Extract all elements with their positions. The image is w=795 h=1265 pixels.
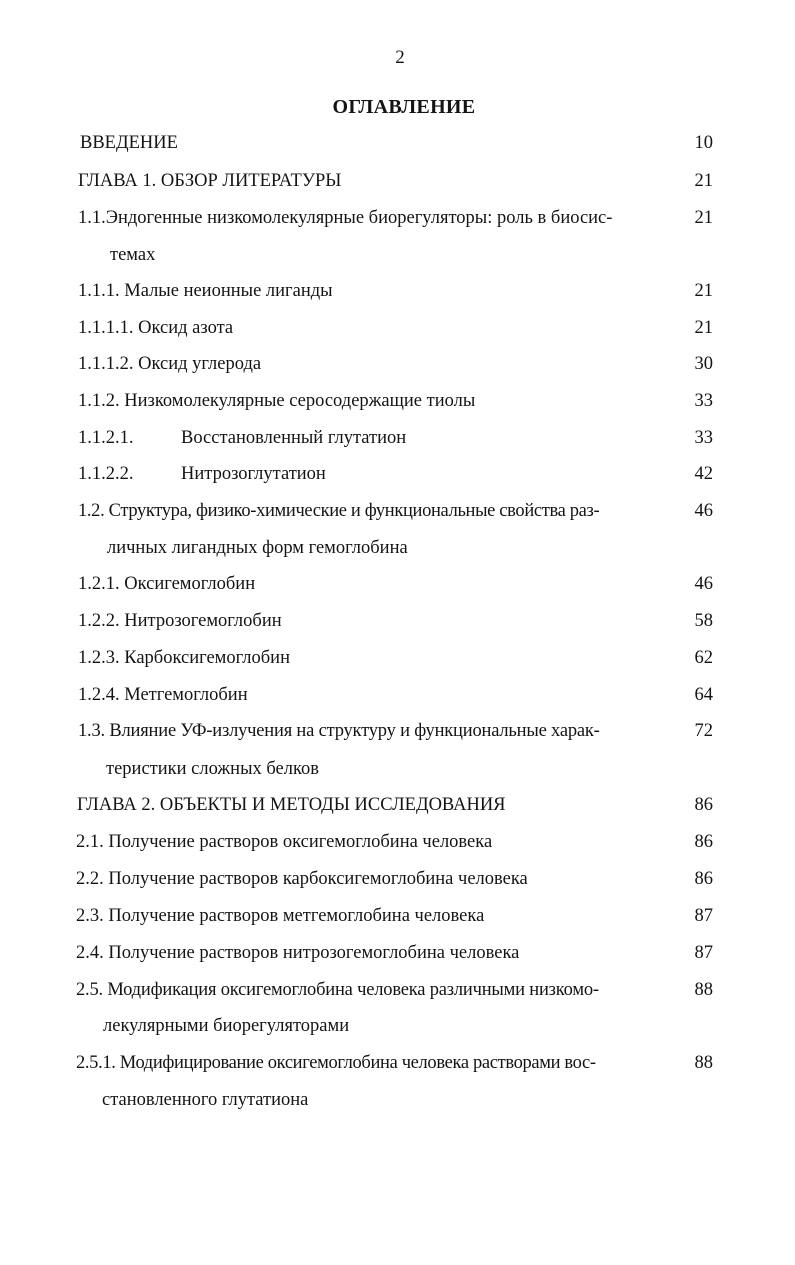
toc-entry-label: 1.3. Влияние УФ-излучения на структуру и функциональные харак- [78,721,600,741]
toc-entry-label: ГЛАВА 2. ОБЪЕКТЫ И МЕТОДЫ ИССЛЕДОВАНИЯ [77,795,506,815]
toc-entry-page: 64 [694,685,713,705]
toc-entry-label: ВВЕДЕНИЕ [80,133,178,153]
toc-entry-page: 33 [694,428,713,448]
toc-entry-label-continuation: становленного глутатиона [102,1090,309,1110]
toc-entry-label: 1.2. Структура, физико-химические и функциональные свойства раз- [78,501,600,521]
toc-entry-label: 1.1.1.2. Оксид углерода [78,354,262,374]
toc-entry-page: 72 [694,721,713,741]
toc-entry-page: 87 [694,943,713,963]
toc-entry-number: 1.1.2.2. [78,464,134,484]
toc-entry-label: 2.4. Получение растворов нитрозогемоглобина человека [76,943,520,963]
toc-entry-page: 21 [694,208,713,228]
toc-entry-page: 21 [694,171,713,191]
toc-entry-label: Восстановленный глутатион [181,428,407,448]
toc-entry-label: ГЛАВА 1. ОБЗОР ЛИТЕРАТУРЫ [78,171,342,191]
toc-entry-label: 2.5. Модификация оксигемоглобина человека различными низкомо- [76,980,599,1000]
toc-entry-label: 1.1.1. Малые неионные лиганды [78,281,333,301]
toc-entry-page: 42 [694,464,713,484]
toc-entry-label-continuation: темах [110,245,156,265]
toc-entry-page: 86 [694,832,713,852]
toc-entry-page: 88 [694,1053,713,1073]
toc-entry-label: 2.2. Получение растворов карбоксигемоглобина человека [76,869,528,889]
toc-entry-page: 21 [694,281,713,301]
toc-entry-page: 58 [694,611,713,631]
toc-entry-label: 1.2.4. Метгемоглобин [78,685,248,705]
toc-entry-page: 10 [694,133,713,153]
toc-entry-label: 1.2.2. Нитрозогемоглобин [78,611,282,631]
toc-entry-label-continuation: теристики сложных белков [106,759,320,779]
toc-entry-page: 46 [694,501,713,521]
toc-entry-page: 62 [694,648,713,668]
toc-entry-page: 86 [694,795,713,815]
toc-entry-label: 1.2.3. Карбоксигемоглобин [78,648,290,668]
toc-entry-label-continuation: личных лигандных форм гемоглобина [107,538,408,558]
toc-entry-label: 2.3. Получение растворов метгемоглобина человека [76,906,485,926]
toc-entry-label: 1.1.Эндогенные низкомолекулярные биорегуляторы: роль в биосис- [78,208,613,228]
toc-entry-label: 1.2.1. Оксигемоглобин [78,574,256,594]
toc-entry-page: 87 [694,906,713,926]
toc-entry-page: 21 [694,318,713,338]
toc-entry-page: 88 [694,980,713,1000]
toc-entry-page: 30 [694,354,713,374]
toc-entry-label: Нитрозоглутатион [181,464,326,484]
toc-entry-label: 1.1.1.1. Оксид азота [78,318,234,338]
toc-entry-page: 33 [694,391,713,411]
toc-entry-label-continuation: лекулярными биорегуляторами [103,1016,350,1036]
toc-entry-page: 86 [694,869,713,889]
toc-entry-label: 2.1. Получение растворов оксигемоглобина человека [76,832,493,852]
page-number: 2 [395,47,405,68]
toc-entry-number: 1.1.2.1. [78,428,134,448]
toc-entry-label: 2.5.1. Модифицирование оксигемоглобина человека растворами вос- [76,1053,596,1073]
toc-entry-label: 1.1.2. Низкомолекулярные серосодержащие тиолы [78,391,476,411]
toc-title: ОГЛАВЛЕНИЕ [332,96,476,118]
toc-entry-page: 46 [694,574,713,594]
